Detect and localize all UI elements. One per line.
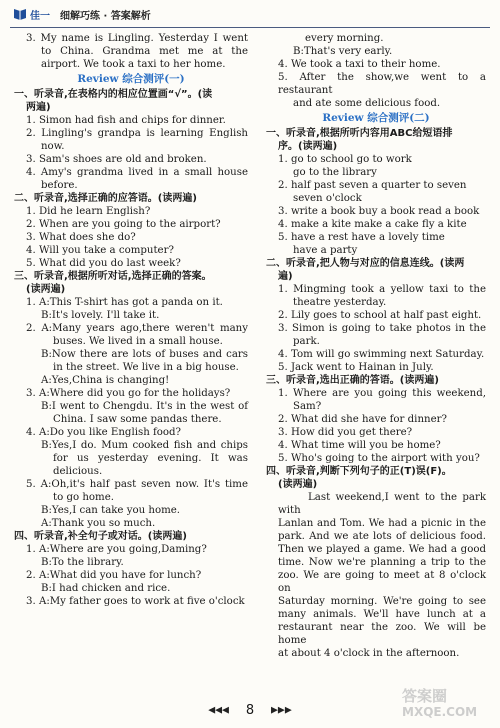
text-line: B:I went to Chengdu. It's in the west of (41, 401, 248, 412)
text-line: A:Yes,China is changing! (41, 375, 170, 386)
next-page-arrows-icon[interactable]: ▶▶▶ (271, 705, 292, 716)
watermark-logo (402, 688, 492, 726)
text-line: 4. Amy's grandma lived in a small house (26, 167, 248, 178)
section-title: Review 综合测评(一) (77, 73, 185, 85)
text-line: B:Yes,I can take you home. (41, 505, 181, 516)
page-header (0, 0, 500, 28)
text-line: and ate some delicious food. (293, 98, 441, 109)
text-line: park. And we ate lots of delicious food. (278, 531, 486, 542)
text-line: seven o'clock (293, 193, 362, 204)
text-line: 3. A:My father goes to work at five o'clock (26, 596, 245, 607)
text-line: 3. My name is Lingling. Yesterday I went (26, 33, 248, 44)
text-line: for us yesterday evening. It was (53, 453, 248, 464)
left-column (14, 32, 248, 608)
text-line: airport. We took a taxi to her home. (41, 59, 226, 70)
prev-page-arrows-icon[interactable]: ◀◀◀ (208, 705, 229, 716)
text-line: restaurant near the zoo. We will be home (278, 622, 486, 646)
text-line: 4. make a kite make a cake fly a kite (278, 219, 467, 230)
text-line: in the street. We live in a big house. (53, 362, 239, 373)
text-line: 4. Tom will go swimming next Saturday. (278, 349, 485, 360)
text-line: now. (41, 141, 65, 152)
section-heading: 四、听录音,补全句子或对话。(读两遍) (14, 531, 187, 542)
text-line: Lanlan and Tom. We had a picnic in the (278, 518, 486, 529)
text-line: to go home. (53, 492, 114, 503)
watermark-text: 答案圈 (402, 687, 448, 705)
book-title: 细解巧练 · 答案解析 (60, 11, 151, 22)
text-line: B:That's very early. (293, 46, 393, 57)
text-line: zoo. We are going to meet at 8 o'clock on (278, 570, 486, 594)
section-title: Review 综合测评(二) (322, 112, 430, 124)
text-line: 1. A:This T-shirt has got a panda on it. (26, 297, 223, 308)
section-heading: 遍) (278, 271, 293, 282)
text-line: 1. Simon had fish and chips for dinner. (26, 115, 226, 126)
watermark-url: MXQE.COM (402, 705, 478, 719)
section-heading: 三、听录音,选出正确的答语。(读两遍) (266, 375, 439, 386)
text-line: 4. Will you take a computer? (26, 245, 174, 256)
text-line: 5. Jack went to Hainan in July. (278, 362, 434, 373)
text-line: 5. A:Oh,it's half past seven now. It's time (26, 479, 248, 490)
text-line: B:Yes,I do. Mum cooked fish and chips (41, 440, 248, 451)
text-line: 1. Mingming took a yellow taxi to the (278, 284, 486, 295)
text-line: buses. We lived in a small house. (53, 336, 223, 347)
text-line: 1. go to school go to work (278, 154, 412, 165)
text-line: 4. What time will you be home? (278, 440, 441, 451)
right-column (266, 32, 486, 660)
text-line: 2. Lily goes to school at half past eight. (278, 310, 482, 321)
text-line: 4. We took a taxi to their home. (278, 59, 441, 70)
section-heading: 三、听录音,根据所听对话,选择正确的答案。 (14, 271, 212, 282)
text-line: 1. Did he learn English? (26, 206, 151, 217)
text-line: B:Now there are lots of buses and cars (41, 349, 248, 360)
text-line: 2. When are you going to the airport? (26, 219, 221, 230)
text-line: at about 4 o'clock in the afternoon. (278, 648, 460, 659)
text-line: 2. half past seven a quarter to seven (278, 180, 467, 191)
book-logo-icon (13, 6, 27, 20)
section-heading: 四、听录音,判断下列句子的正(T)误(F)。 (266, 466, 452, 477)
section-heading: 序。(读两遍) (278, 141, 338, 152)
section-heading: 二、听录音,选择正确的应答语。(读两遍) (14, 193, 197, 204)
text-line: many animals. We'll have lunch at a (278, 609, 486, 620)
text-line: 3. A:Where did you go for the holidays? (26, 388, 231, 399)
page-number: 8 (245, 703, 255, 718)
text-line: before. (41, 180, 78, 191)
section-heading: (读两遍) (278, 479, 318, 490)
text-line: 3. Sam's shoes are old and broken. (26, 154, 207, 165)
text-line: China. I saw some pandas there. (53, 414, 222, 425)
text-line: delicious. (53, 466, 103, 477)
text-line: A:Thank you so much. (41, 518, 156, 529)
section-heading: 一、听录音,根据所听内容用ABC给短语排 (266, 128, 453, 139)
text-line: 3. How did you get there? (278, 427, 413, 438)
text-line: B:I had chicken and rice. (41, 583, 171, 594)
text-line: 1. A:Where are you going,Daming? (26, 544, 207, 555)
text-line: time. Now we're planning a trip to the (278, 557, 486, 568)
text-line: 5. What did you do last week? (26, 258, 181, 269)
text-line: theatre yesterday. (293, 297, 387, 308)
text-line: 3. What does she do? (26, 232, 136, 243)
text-line: 3. write a book buy a book read a book (278, 206, 480, 217)
text-line: 2. What did she have for dinner? (278, 414, 447, 425)
text-line: Saturday morning. We're going to see (278, 596, 486, 607)
brand-name: 佳一 (30, 11, 50, 22)
text-line: 2. Lingling's grandpa is learning English (26, 128, 248, 139)
text-line: park. (293, 336, 320, 347)
header-divider (10, 27, 490, 28)
section-heading: 一、听录音,在表格内的相应位置画“√”。(读 (14, 89, 213, 100)
text-line: 2. A:Many years ago,there weren't many (26, 323, 248, 334)
text-line: 2. A:What did you have for lunch? (26, 570, 202, 581)
text-line: B:To the library. (41, 557, 124, 568)
text-line: 5. Who's going to the airport with you? (278, 453, 480, 464)
section-heading: (读两遍) (26, 284, 66, 295)
text-line: 5. have a rest have a lovely time (278, 232, 445, 243)
text-line: to China. Grandma met me at the (41, 46, 248, 57)
text-line: 3. Simon is going to take photos in the (278, 323, 486, 334)
section-heading: 二、听录音,把人物与对应的信息连线。(读两 (266, 258, 465, 269)
text-line: Sam? (293, 401, 322, 412)
text-line: go to the library (293, 167, 377, 178)
text-line: 4. A:Do you like English food? (26, 427, 182, 438)
text-line: have a party (293, 245, 358, 256)
text-line: 5. After the show,we went to a restaurant (278, 72, 486, 96)
section-heading: 两遍) (26, 102, 51, 113)
text-line: 1. Where are you going this weekend, (278, 388, 486, 399)
text-line: every morning. (305, 33, 384, 44)
text-line: Then we played a game. We had a good (278, 544, 486, 555)
text-line: B:It's lovely. I'll take it. (41, 310, 160, 321)
text-line: Last weekend,I went to the park with (278, 492, 486, 516)
